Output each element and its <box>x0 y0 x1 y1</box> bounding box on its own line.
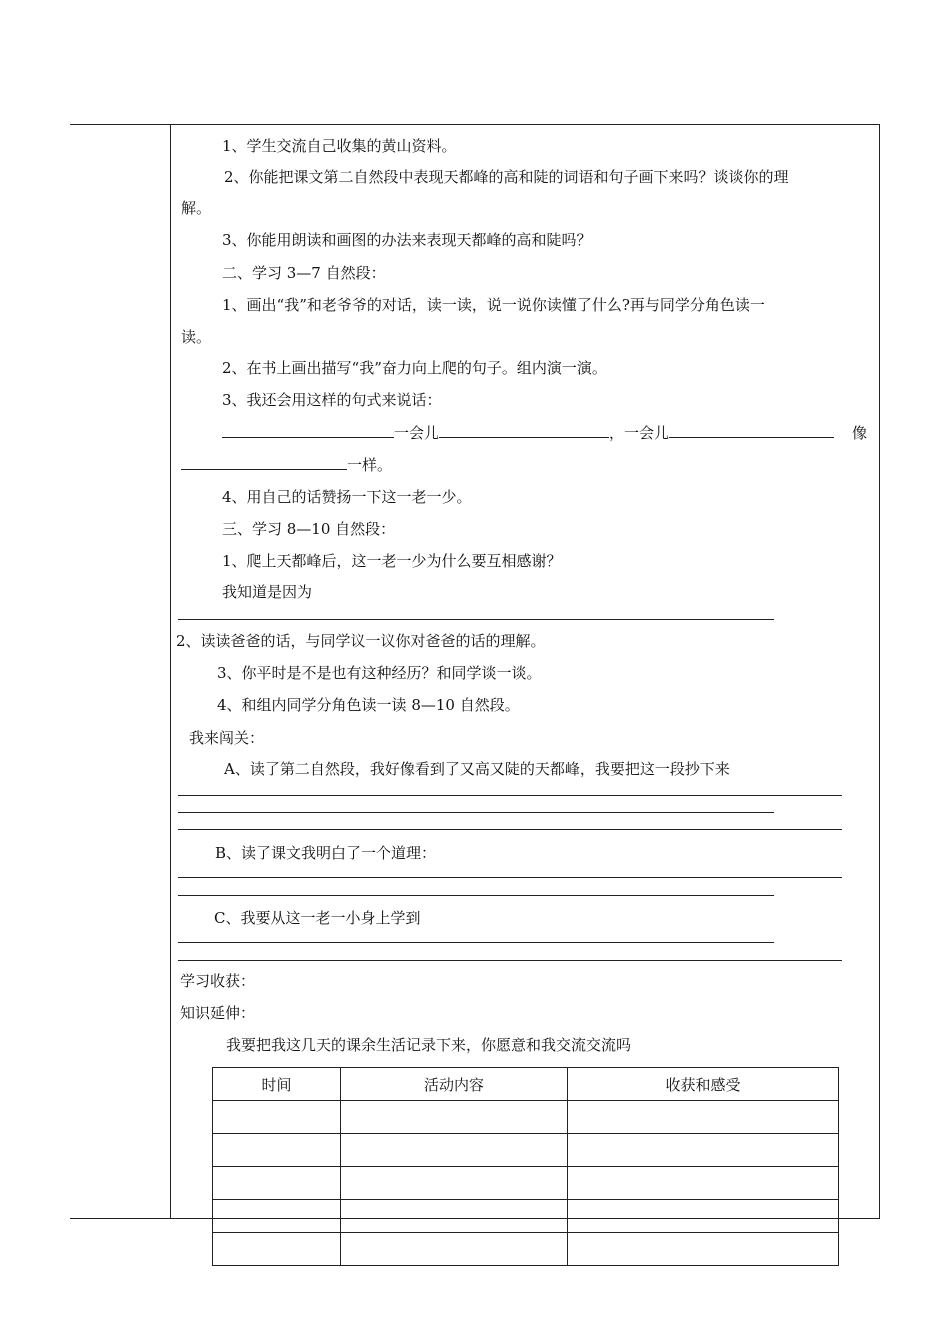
frame-right-border <box>879 124 880 1219</box>
blank-1[interactable] <box>222 423 394 438</box>
fill-line-2 <box>181 455 392 475</box>
challenge-c: C、我要从这一老一小身上学到 <box>214 909 421 927</box>
extension-text: 我要把我这几天的课余生活记录下来，你愿意和我交流交流吗 <box>226 1036 632 1054</box>
section-3-item-1-prompt: 我知道是因为 <box>222 583 313 601</box>
section-3-item-4: 4、和组内同学分角色读一读 8—10 自然段。 <box>217 696 520 714</box>
section-2-item-2: 2、在书上画出描写“我”奋力向上爬的句子。组内演一演。 <box>222 359 607 377</box>
section-2-heading: 二、学习 3—7 自然段： <box>222 264 386 282</box>
blank-4[interactable] <box>181 455 347 470</box>
table-cell[interactable] <box>568 1233 839 1266</box>
answer-line[interactable] <box>178 812 774 813</box>
item-2: 2、你能把课文第二自然段中表现天都峰的高和陡的词语和句子画下来吗？谈谈你的理 <box>224 168 789 186</box>
answer-line[interactable] <box>178 942 774 943</box>
header-time: 时间 <box>213 1068 341 1101</box>
table-row <box>213 1233 839 1266</box>
frame-left-border <box>170 124 171 1219</box>
challenge-b: B、读了课文我明白了一个道理： <box>215 844 437 862</box>
table-cell[interactable] <box>213 1167 341 1200</box>
challenge-a: A、读了第二自然段，我好像看到了又高又陡的天都峰，我要把这一段抄下来 <box>224 760 730 778</box>
section-2-item-3: 3、我还会用这样的句式来说话： <box>222 391 442 409</box>
frame-top-border <box>70 124 880 125</box>
activity-record-table <box>212 1067 839 1266</box>
answer-line[interactable] <box>178 795 842 796</box>
answer-line[interactable] <box>178 619 774 620</box>
table-cell[interactable] <box>568 1200 839 1233</box>
table-cell[interactable] <box>341 1134 568 1167</box>
fill-word-3: 像 <box>852 424 868 442</box>
answer-line[interactable] <box>178 829 842 830</box>
blank-2[interactable] <box>439 423 609 438</box>
fill-line-1 <box>222 423 834 443</box>
item-1: 1、学生交流自己收集的黄山资料。 <box>222 137 457 155</box>
section-3-item-3: 3、你平时是不是也有这种经历？和同学谈一谈。 <box>217 664 542 682</box>
answer-line[interactable] <box>178 877 842 878</box>
table-row <box>213 1101 839 1134</box>
table-cell[interactable] <box>213 1200 341 1233</box>
header-gain: 收获和感受 <box>568 1068 839 1101</box>
header-activity: 活动内容 <box>341 1068 568 1101</box>
answer-line[interactable] <box>178 960 842 961</box>
table-cell[interactable] <box>341 1233 568 1266</box>
table-cell[interactable] <box>213 1233 341 1266</box>
table-cell[interactable] <box>568 1101 839 1134</box>
learning-gain-heading: 学习收获： <box>180 972 256 990</box>
blank-3[interactable] <box>669 423 834 438</box>
table-cell[interactable] <box>341 1200 568 1233</box>
table-header-row <box>213 1068 839 1101</box>
table-row <box>213 1200 839 1233</box>
section-2-item-1-cont: 读。 <box>181 328 212 346</box>
fill-word-4: 一样。 <box>347 456 393 474</box>
section-2-item-1: 1、画出“我”和老爷爷的对话，读一读，说一说你读懂了什么?再与同学分角色读一 <box>222 296 765 314</box>
table-cell[interactable] <box>213 1101 341 1134</box>
answer-line[interactable] <box>178 895 774 896</box>
fill-word-1: 一会儿 <box>394 424 440 442</box>
table-cell[interactable] <box>213 1134 341 1167</box>
table-row <box>213 1167 839 1200</box>
table-cell[interactable] <box>568 1167 839 1200</box>
knowledge-extension-heading: 知识延伸： <box>180 1004 256 1022</box>
section-3-heading: 三、学习 8—10 自然段： <box>222 520 396 538</box>
item-3: 3、你能用朗读和画图的办法来表现天都峰的高和陡吗？ <box>222 231 592 249</box>
item-2-cont: 解。 <box>181 199 212 217</box>
section-3-item-1: 1、爬上天都峰后，这一老一少为什么要互相感谢？ <box>222 552 562 570</box>
challenge-heading: 我来闯关： <box>189 729 265 747</box>
table-cell[interactable] <box>341 1167 568 1200</box>
fill-word-2: ，一会儿 <box>609 424 670 442</box>
table-cell[interactable] <box>568 1134 839 1167</box>
section-3-item-2: 2、读读爸爸的话，与同学议一议你对爸爸的话的理解。 <box>176 632 546 650</box>
section-2-item-4: 4、用自己的话赞扬一下这一老一少。 <box>222 488 472 506</box>
table-cell[interactable] <box>341 1101 568 1134</box>
table-row <box>213 1134 839 1167</box>
